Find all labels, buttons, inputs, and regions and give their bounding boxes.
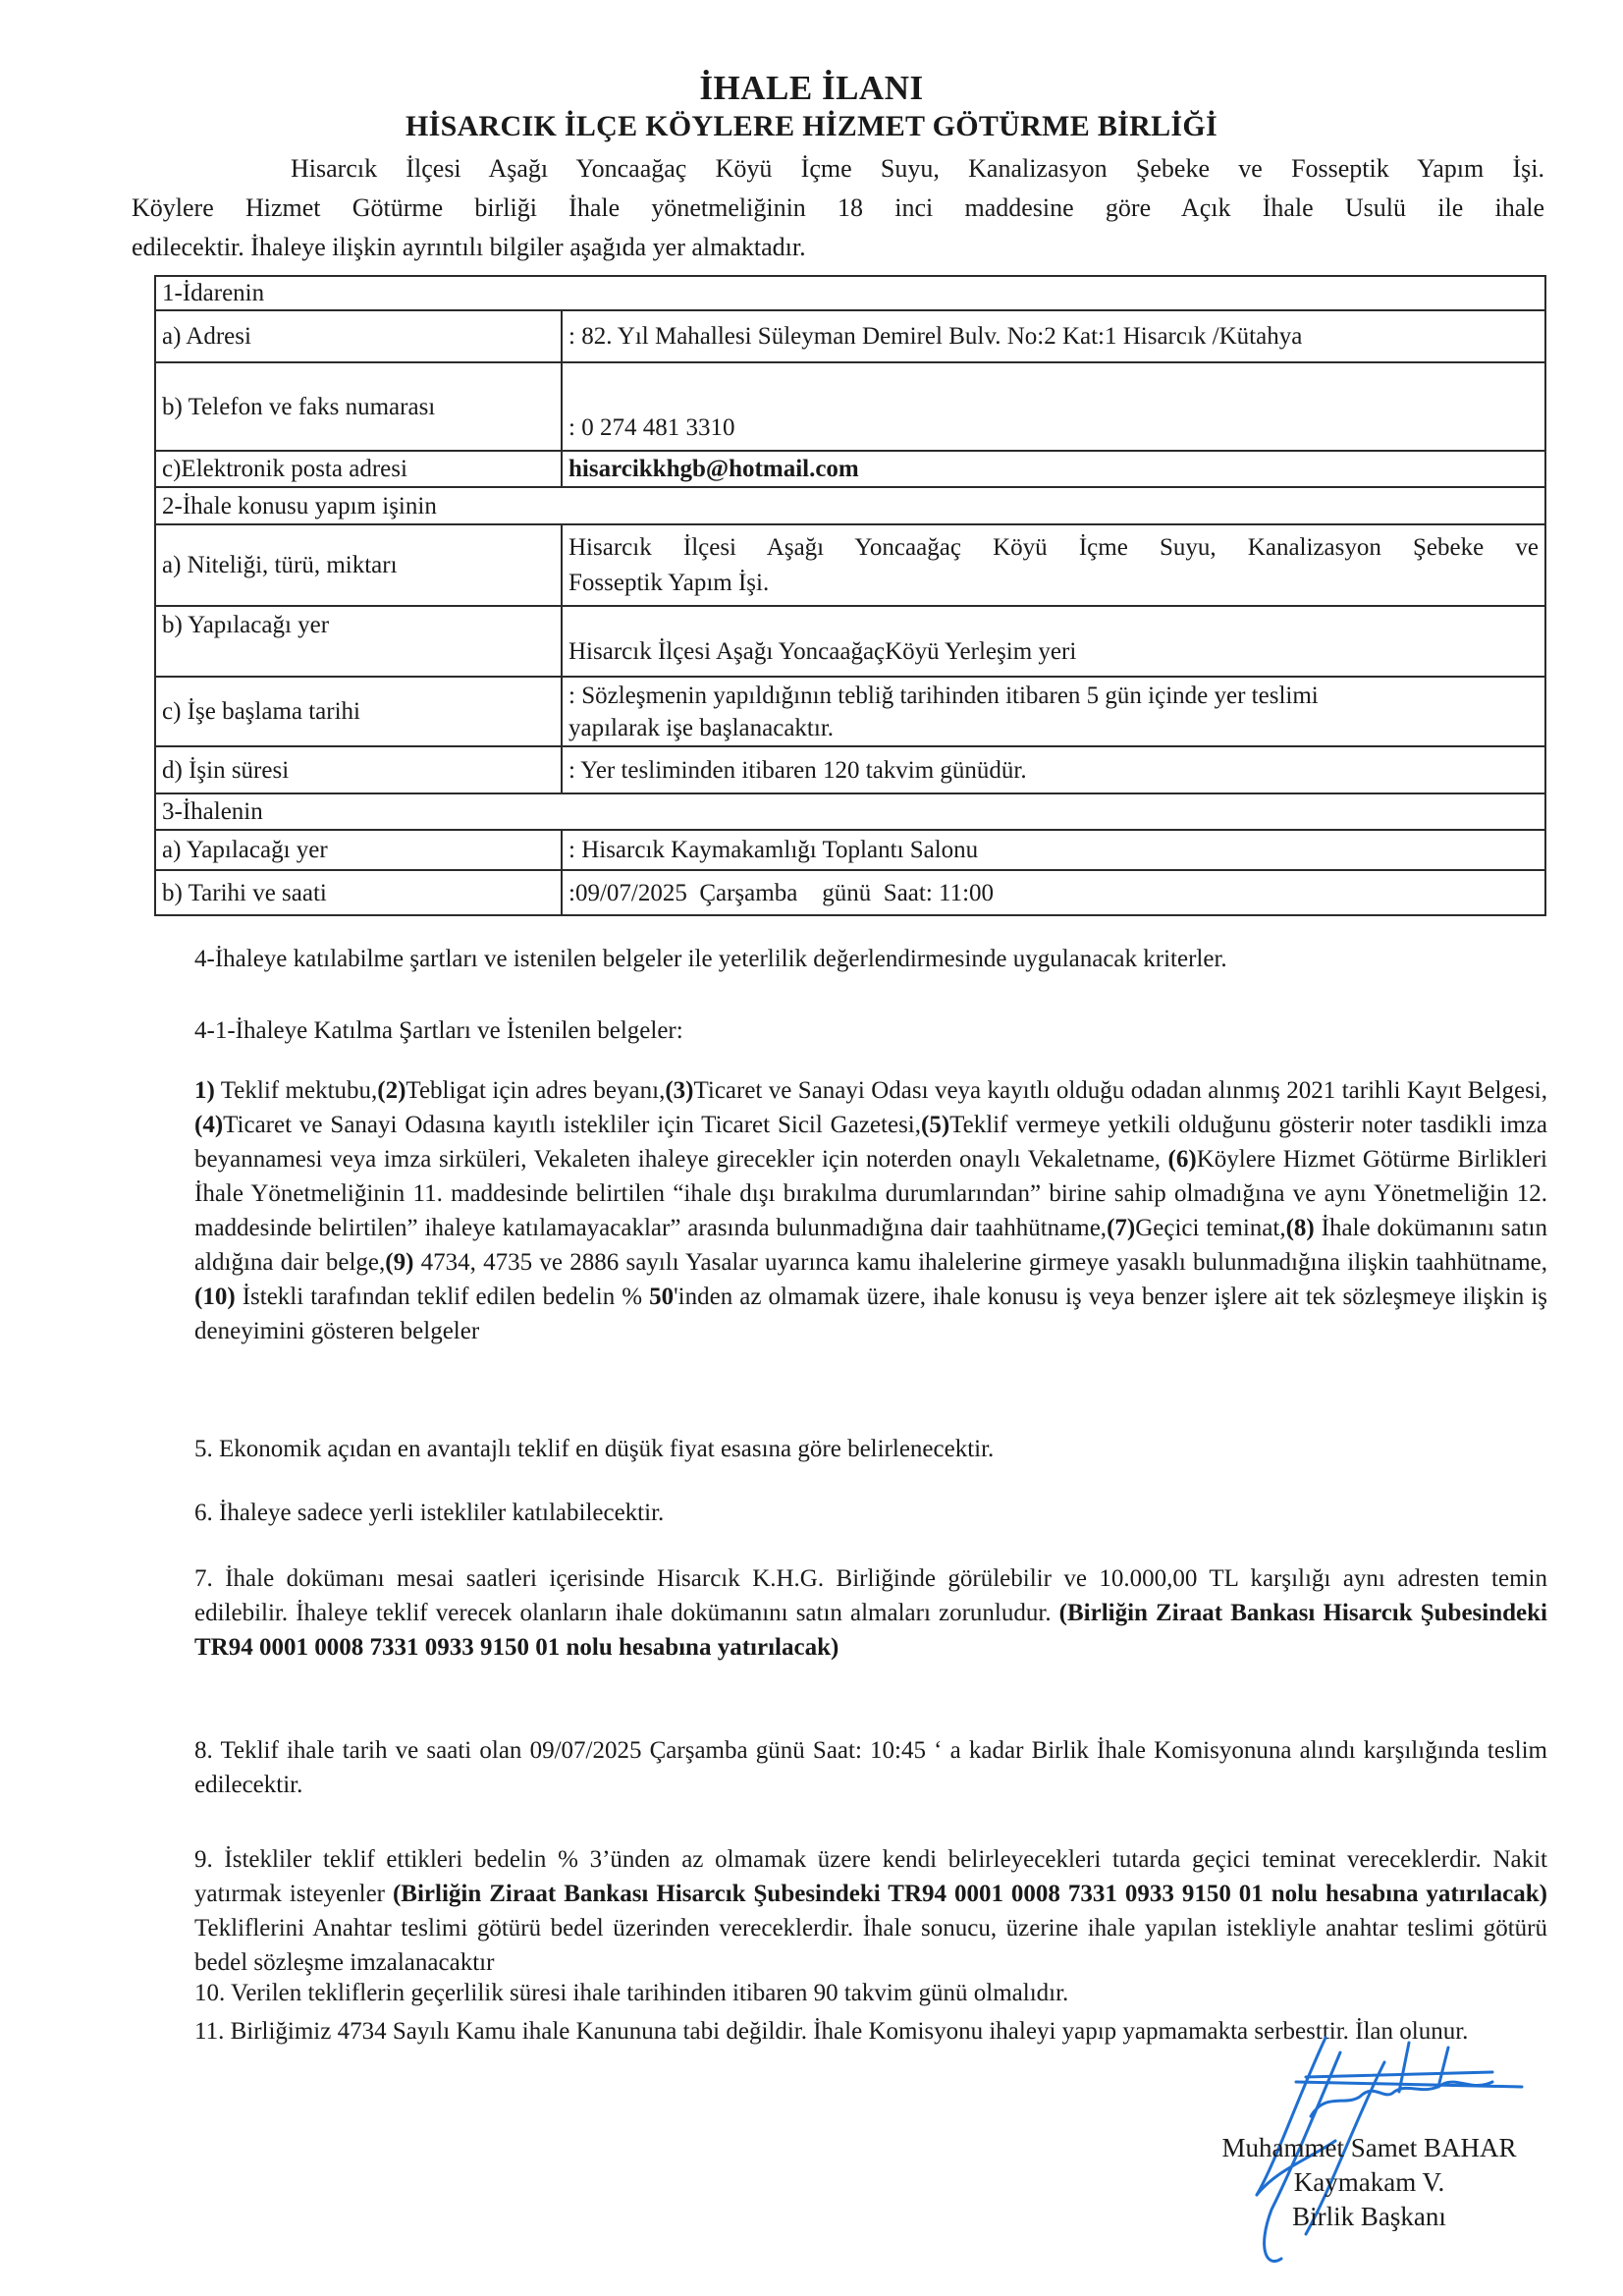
table-row <box>155 746 1545 793</box>
table-row <box>155 606 1545 677</box>
table-row <box>155 451 1545 487</box>
section-4-1-heading: 4-1-İhaleye Katılma Şartları ve İstenilen belgeler: <box>194 1017 683 1044</box>
intro-line-2: Köylere Hizmet Götürme birliği İhale yönetmeliğinin 18 inci maddesine göre Açık İhale Usulü ile ihale <box>132 193 1544 222</box>
item-text: Teklif vermeye yetkili olduğunu gösterir noter tasdikli imza beyannamesi veya imza sirküleri, Vekaleten ihaleye girecekler için noterden onaylı Vekaletname, <box>194 1112 1547 1173</box>
requirements-paragraph <box>194 1073 1547 1348</box>
address-label: a) Adresi <box>155 310 562 362</box>
table-section-row <box>155 487 1545 524</box>
signatory-name: Muhammet Samet BAHAR <box>1221 2133 1517 2162</box>
nature-label: a) Niteliği, türü, miktarı <box>155 524 562 606</box>
item-11: 11. Birliğimiz 4734 Sayılı Kamu ihale Kanununa tabi değildir. İhale Komisyonu ihaleyi yapıp yapmamakta serbesttir. İlan olunur. <box>194 2018 1469 2045</box>
table-row <box>155 870 1545 915</box>
signatory-title-1: Kaymakam V. <box>1293 2167 1445 2197</box>
table-row <box>155 524 1545 606</box>
item-text: Teklif mektubu, <box>214 1077 378 1104</box>
item-text: Ticaret ve Sanayi Odasına kayıtlı istekliler için Ticaret Sicil Gazetesi, <box>223 1112 921 1138</box>
item-number: (6) <box>1167 1146 1197 1173</box>
phone-value: : 0 274 481 3310 <box>562 362 1545 451</box>
start-date-label: c) İşe başlama tarihi <box>155 677 562 746</box>
signatory-title-2: Birlik Başkanı <box>1292 2202 1446 2231</box>
tender-datetime-label: b) Tarihi ve saati <box>155 870 562 915</box>
item-text: Köylere Hizmet Götürme Birlikleri İhale Yönetmeliğinin 11. maddesinde belirtilen “ihale dışı bırakılma durumlarından” birine sahip olmadığına ve aynı Yönetmeliğin 12. maddesinde belirtilen” ihaleye katılamayacaklar” arasında bulunmadığına dair taahhütname, <box>194 1146 1547 1241</box>
item-number: 50 <box>649 1284 675 1310</box>
section-2-title: 2-İhale konusu yapım işinin <box>155 487 1545 524</box>
intro-line-1: Hisarcık İlçesi Aşağı Yoncaağaç Köyü İçme Suyu, Kanalizasyon Şebeke ve Fosseptik Yapım İşi. <box>291 154 1544 183</box>
table-row <box>155 677 1545 746</box>
item-9-text: 9. İstekliler teklif ettikleri bedelin % 3’ünden az olmamak üzere kendi belirleyecekleri tutarda geçici teminat vereceklerdir. Nakit yatırmak isteyenler <box>194 1846 1547 1907</box>
start-date-value-line-1: : Sözleşmenin yapıldığının tebliğ tarihinden itibaren 5 gün içinde yer teslimi <box>568 682 1319 709</box>
item-10: 10. Verilen tekliflerin geçerlilik süresi ihale tarihinden itibaren 90 takvim günü olmalıdır. <box>194 1980 1069 2006</box>
nature-value-line-1: Hisarcık İlçesi Aşağı Yoncaağaç Köyü İçme Suyu, Kanalizasyon Şebeke ve <box>568 533 1539 561</box>
tender-place-label: a) Yapılacağı yer <box>155 830 562 870</box>
item-number: (3) <box>665 1077 694 1104</box>
item-7 <box>194 1561 1547 1665</box>
item-number: (10) <box>194 1284 236 1310</box>
item-text: Tebligat için adres beyanı, <box>406 1077 666 1104</box>
intro-line-3: edilecektir. İhaleye ilişkin ayrıntılı bilgiler aşağıda yer almaktadır. <box>132 233 806 261</box>
tender-info-table <box>154 275 1546 916</box>
address-value: : 82. Yıl Mahallesi Süleyman Demirel Bulv. No:2 Kat:1 Hisarcık /Kütahya <box>562 310 1545 362</box>
phone-label: b) Telefon ve faks numarası <box>155 362 562 451</box>
item-9 <box>194 1842 1547 1980</box>
start-date-value-line-2: yapılarak işe başlanacaktır. <box>568 714 835 741</box>
item-number: (4) <box>194 1112 224 1138</box>
item-number: (7) <box>1107 1215 1136 1241</box>
nature-value-line-2: Fosseptik Yapım İşi. <box>568 569 770 596</box>
item-number: (2) <box>377 1077 406 1104</box>
item-5: 5. Ekonomik açıdan en avantajlı teklif en düşük fiyat esasına göre belirlenecektir. <box>194 1436 995 1462</box>
intro-paragraph <box>132 149 1544 267</box>
section-1-title: 1-İdarenin <box>155 276 1545 310</box>
work-place-value: Hisarcık İlçesi Aşağı YoncaağaçKöyü Yerleşim yeri <box>562 606 1545 677</box>
item-8: 8. Teklif ihale tarih ve saati olan 09/07/2025 Çarşamba günü Saat: 10:45 ‘ a kadar Birlik İhale Komisyonuna alındı karşılığında teslim edilecektir. <box>194 1737 1547 1798</box>
item-text: Geçici teminat, <box>1135 1215 1286 1241</box>
start-date-value <box>562 677 1545 746</box>
table-section-row <box>155 276 1545 310</box>
item-text: 4734, 4735 ve 2886 sayılı Yasalar uyarınca kamu ihalelerine girmeye yasaklı bulunmadığına ilişkin taahhütname, <box>413 1249 1547 1276</box>
item-text: İhale dokümanını satın aldığına dair belge, <box>194 1215 1548 1276</box>
item-number: (5) <box>921 1112 950 1138</box>
table-row <box>155 830 1545 870</box>
tender-datetime-value: :09/07/2025 Çarşamba günü Saat: 11:00 <box>562 870 1545 915</box>
item-text: Ticaret ve Sanayi Odası veya kayıtlı olduğu odadan alınmış 2021 tarihli Kayıt Belgesi, <box>693 1077 1548 1104</box>
item-text: İstekli tarafından teklif edilen bedelin % <box>235 1284 650 1310</box>
nature-value <box>562 524 1545 606</box>
item-number: 1) <box>194 1077 215 1104</box>
section-3-title: 3-İhalenin <box>155 793 1545 830</box>
table-row <box>155 310 1545 362</box>
section-4-heading: 4-İhaleye katılabilme şartları ve istenilen belgeler ile yeterlilik değerlendirmesinde uygulanacak kriterler. <box>194 946 1227 972</box>
item-7-text: 7. İhale dokümanı mesai saatleri içerisinde Hisarcık K.H.G. Birliğinde görülebilir ve 10.000,00 TL karşılığı aynı adresten temin edilebilir. İhaleye teklif verecek olanların ihale dokümanını satın almaları zorunludur. <box>194 1565 1547 1626</box>
tender-place-value: : Hisarcık Kaymakamlığı Toplantı Salonu <box>562 830 1545 870</box>
duration-value: : Yer tesliminden itibaren 120 takvim günüdür. <box>562 746 1545 793</box>
item-number: (9) <box>385 1249 414 1276</box>
duration-label: d) İşin süresi <box>155 746 562 793</box>
item-number: (8) <box>1285 1215 1315 1241</box>
document-subtitle: HİSARCIK İLÇE KÖYLERE HİZMET GÖTÜRME BİRLİĞİ <box>406 110 1217 142</box>
work-place-label: b) Yapılacağı yer <box>155 606 562 677</box>
table-section-row <box>155 793 1545 830</box>
document-title: İHALE İLANI <box>699 69 924 107</box>
email-value[interactable]: hisarcikkhgb@hotmail.com <box>562 451 1545 487</box>
item-9-text-cont: Tekliflerini Anahtar teslimi götürü bedel üzerinden vereceklerdir. İhale sonucu, üzerine ihale yapılan istekliyle anahtar teslimi götürü bedel sözleşme imzalanacaktır <box>194 1915 1547 1976</box>
item-text: 'inden az olmamak üzere, ihale konusu iş veya benzer işlere ait tek sözleşmeye ilişkin iş deneyimini gösteren belgeler <box>194 1284 1548 1344</box>
email-label: c)Elektronik posta adresi <box>155 451 562 487</box>
item-9-bank-account: (Birliğin Ziraat Bankası Hisarcık Şubesindeki TR94 0001 0008 7331 0933 9150 01 nolu hesabına yatırılacak) <box>392 1881 1547 1907</box>
item-7-bank-account: (Birliğin Ziraat Bankası Hisarcık Şubesindeki TR94 0001 0008 7331 0933 9150 01 nolu hesabına yatırılacak) <box>194 1600 1547 1661</box>
table-row <box>155 362 1545 451</box>
item-6: 6. İhaleye sadece yerli istekliler katılabilecektir. <box>194 1500 665 1526</box>
